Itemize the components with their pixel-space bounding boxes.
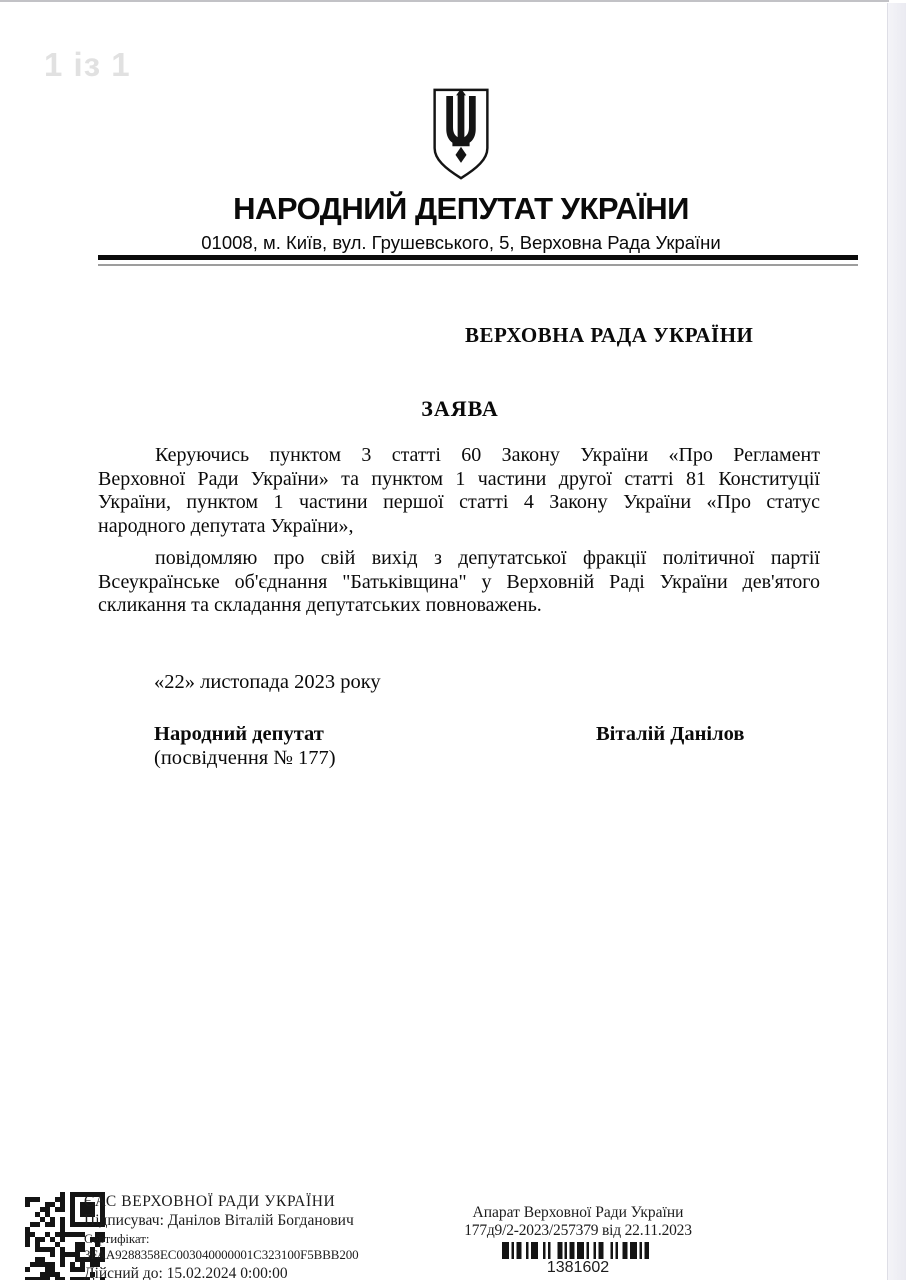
barcode bbox=[502, 1242, 654, 1259]
body-text bbox=[98, 444, 820, 618]
esign-certificate: Сертифікат: 3FAA9288358EC003040000001C323100F5BBB200 bbox=[84, 1231, 359, 1262]
registration-reference: 177д9/2-2023/257379 від 22.11.2023 bbox=[464, 1222, 692, 1239]
signature-credential: (посвідчення № 177) bbox=[154, 747, 336, 769]
date-line: «22» листопада 2023 року bbox=[154, 671, 381, 693]
esign-valid-until: Дійсний до: 15.02.2024 0:00:00 bbox=[84, 1265, 288, 1280]
page-indicator: 1 із 1 bbox=[44, 46, 131, 83]
signature-position: Народний депутат bbox=[154, 723, 324, 745]
registration-office: Апарат Верховної Ради України bbox=[472, 1204, 684, 1221]
page-top-edge bbox=[0, 0, 889, 2]
esign-signer: Підписувач: Данілов Віталій Богданович bbox=[84, 1212, 354, 1229]
paragraph-2: повідомляю про свій вихід з депутатської фракції політичної партії Всеукраїнське об'єднання "Батьківщина" у Верховній Раді України дев'ятого скликання та складання депутатських повноважень. bbox=[98, 547, 820, 616]
letterhead-address: 01008, м. Київ, вул. Грушевського, 5, Верховна Рада України bbox=[201, 232, 721, 253]
letterhead-title: НАРОДНИЙ ДЕПУТАТ УКРАЇНИ bbox=[233, 191, 689, 226]
divider-line-thick bbox=[98, 255, 858, 260]
recipient-title: ВЕРХОВНА РАДА УКРАЇНИ bbox=[465, 323, 754, 347]
divider-line-thin bbox=[98, 264, 858, 266]
barcode-number: 1381602 bbox=[546, 1259, 610, 1276]
document-title: ЗАЯВА bbox=[421, 396, 499, 421]
registration-stamp bbox=[445, 1204, 711, 1276]
esign-system: ЄАС ВЕРХОВНОЇ РАДИ УКРАЇНИ bbox=[84, 1193, 336, 1210]
digital-signature-stamp bbox=[84, 1193, 414, 1280]
signature-name: Віталій Данілов bbox=[596, 723, 745, 745]
paragraph-1: Керуючись пунктом 3 статті 60 Закону України «Про Регламент Верховної Ради України» та пунктом 1 частини другої статті 81 Конституції України, пунктом 1 частини першої статті 4 Закону України «Про статус народного депутата України», bbox=[98, 444, 820, 537]
letterhead bbox=[0, 88, 906, 253]
ukraine-trident-emblem-icon bbox=[0, 88, 906, 185]
